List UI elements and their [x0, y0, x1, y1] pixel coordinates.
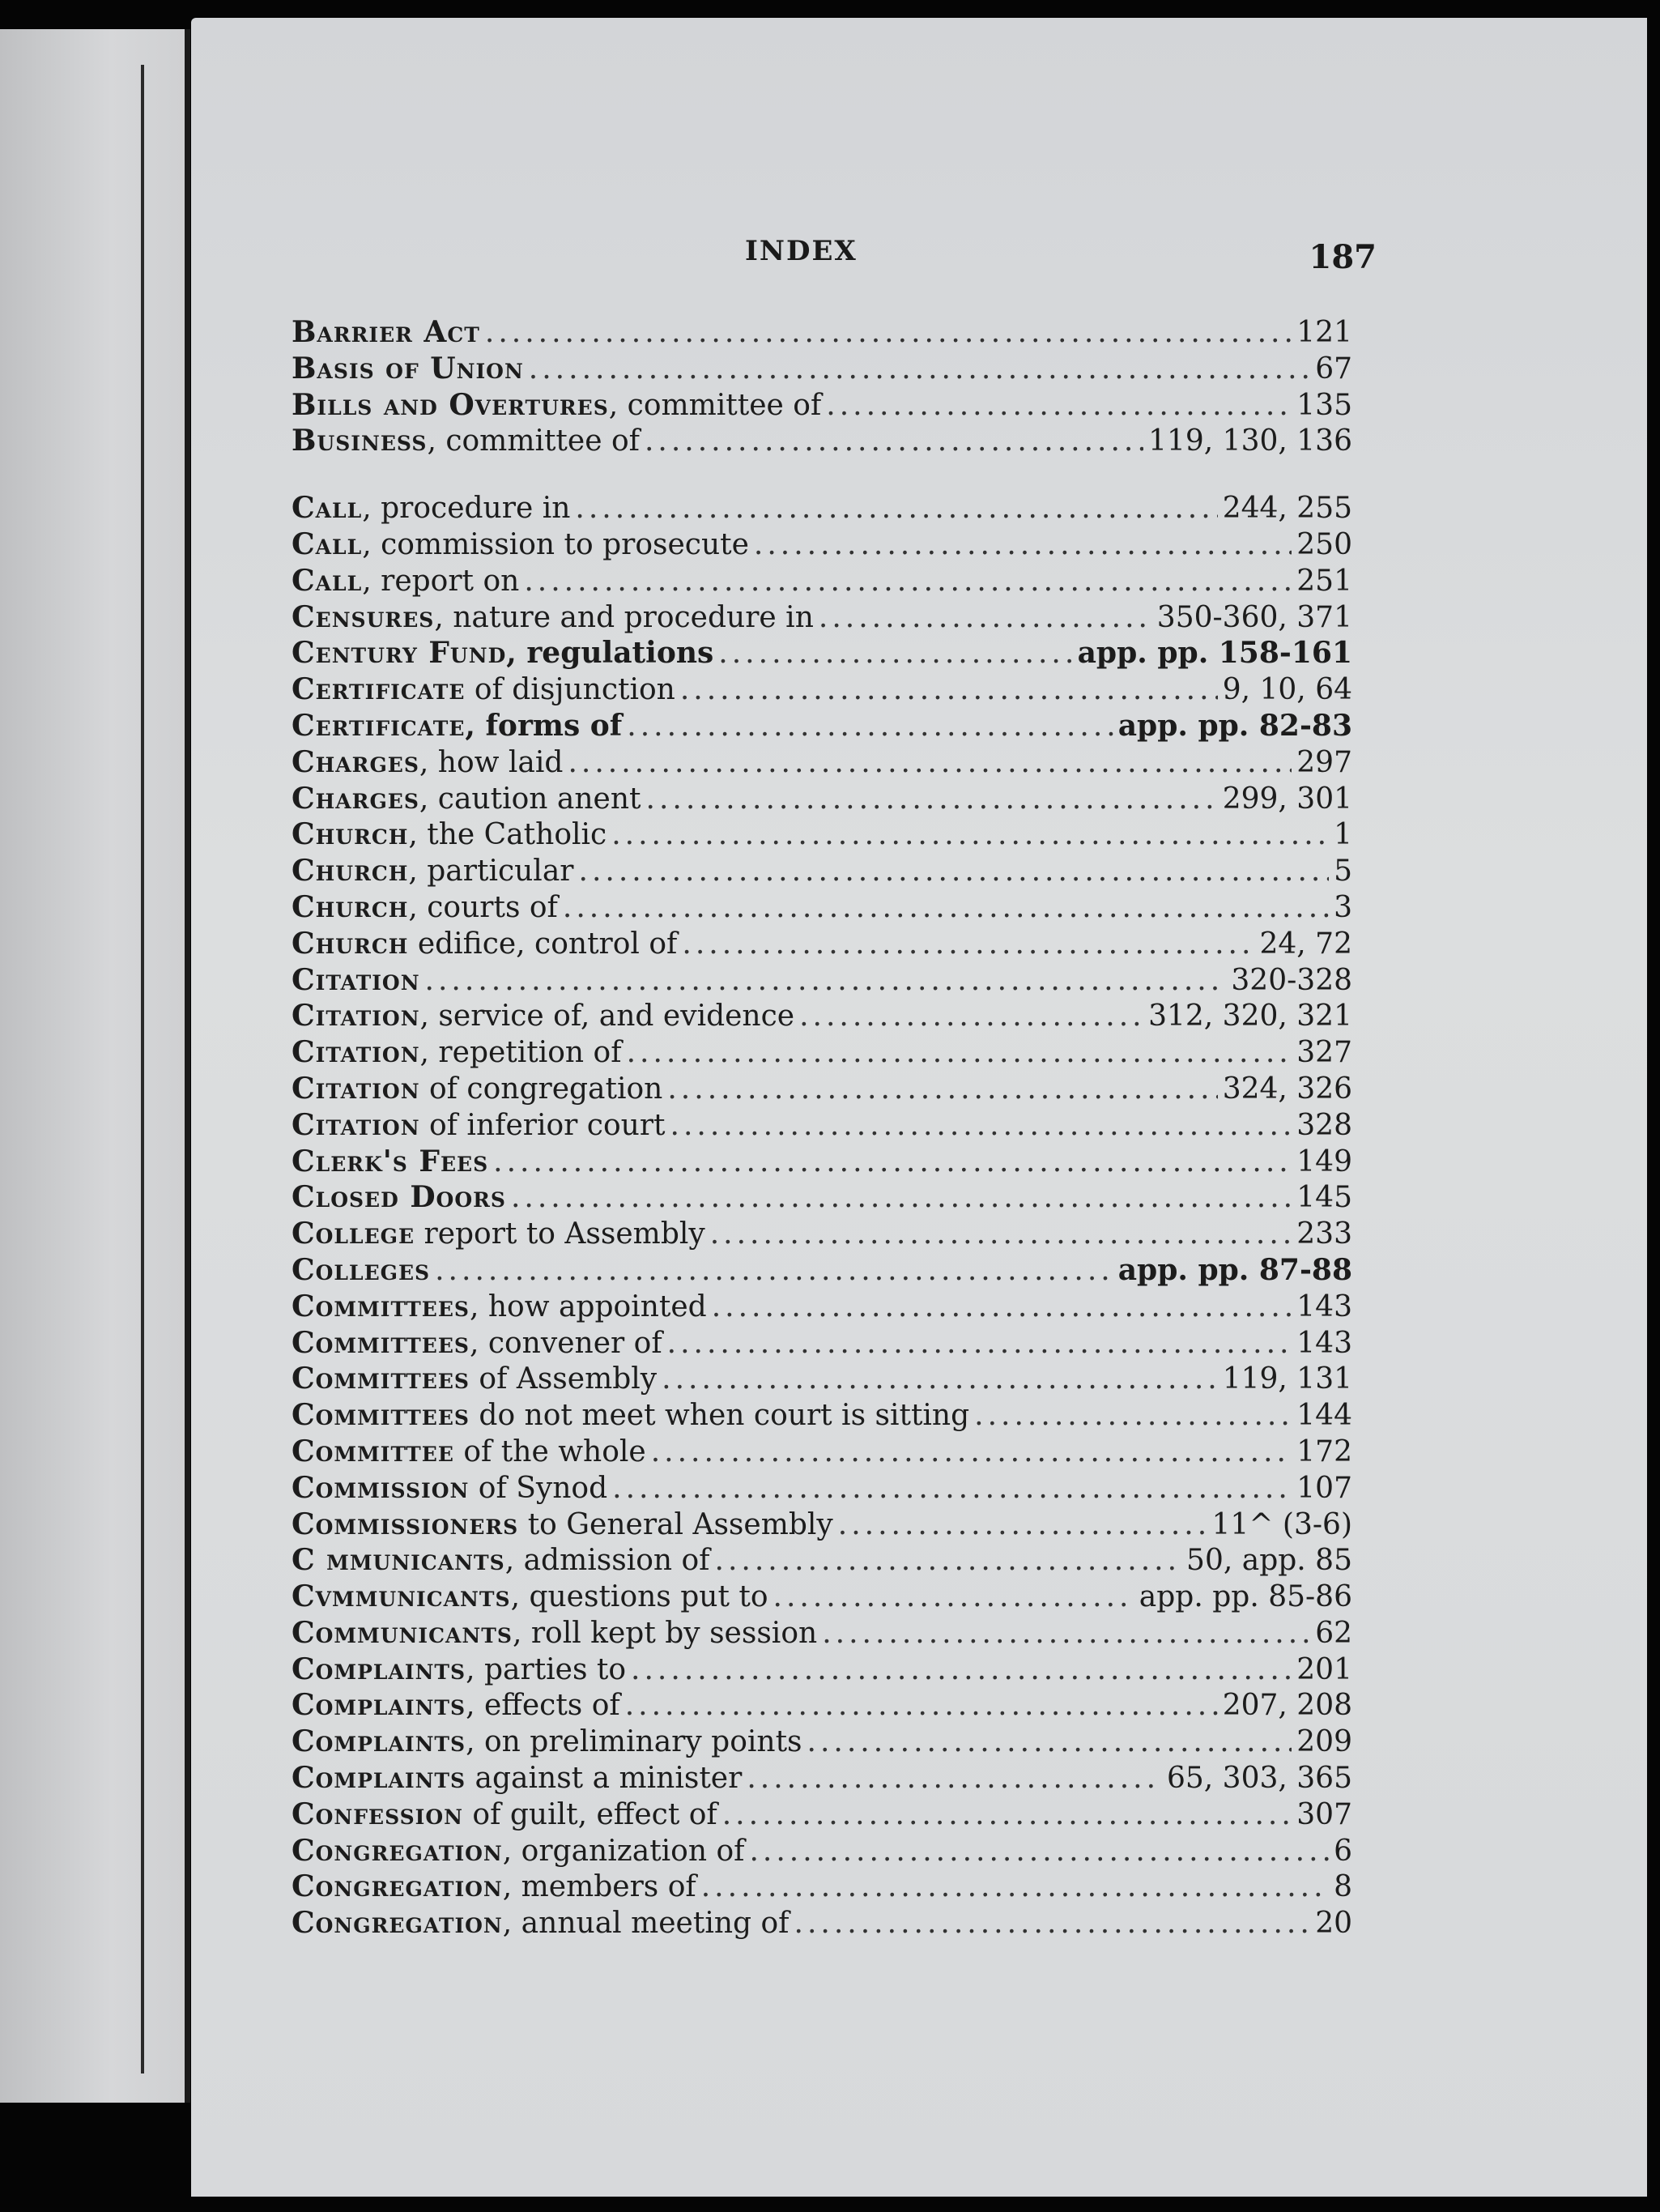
index-entry — [292, 1179, 1352, 1216]
leader-dots — [645, 424, 1143, 459]
entry-term: Congregation — [292, 1833, 503, 1868]
leader-dots — [794, 1906, 1311, 1941]
entry-page-reference: 67 — [1315, 352, 1352, 386]
entry-term: Church — [292, 854, 409, 889]
leader-dots — [568, 745, 1292, 781]
entry-page-reference: 121 — [1296, 316, 1352, 349]
entry-subheading: of the whole — [453, 1434, 646, 1468]
entry-subheading: against a minister — [466, 1762, 743, 1796]
entry-page-reference: 65, 303, 365 — [1166, 1762, 1352, 1796]
left-page-edge — [0, 29, 190, 2103]
entry-page-reference: 8 — [1334, 1870, 1352, 1904]
entry-subheading: of congregation — [419, 1072, 663, 1106]
leader-dots — [625, 1688, 1218, 1724]
index-entry — [292, 1034, 1352, 1071]
entry-subheading: , report on — [362, 564, 520, 598]
leader-dots — [667, 1072, 1217, 1107]
leader-dots — [710, 1217, 1292, 1252]
leader-dots — [722, 1797, 1292, 1833]
entry-term: Complaints — [292, 1652, 466, 1686]
index-entry — [292, 708, 1352, 744]
leader-dots — [718, 636, 1072, 671]
entry-term: Committees — [292, 1398, 470, 1433]
leader-dots — [754, 527, 1292, 563]
entry-page-reference: 11^ (3-6) — [1211, 1507, 1352, 1541]
entry-term: Citation — [292, 1035, 420, 1070]
entry-term: Closed Doors — [292, 1180, 506, 1215]
leader-dots — [701, 1869, 1329, 1905]
index-entry — [292, 1542, 1352, 1579]
entry-page-reference: 320-328 — [1231, 963, 1352, 997]
entry-term: Certificate — [292, 672, 466, 707]
leader-dots — [747, 1761, 1162, 1796]
entry-page-reference: 327 — [1296, 1036, 1352, 1070]
entry-term: Call — [292, 526, 363, 561]
entry-term: Call — [292, 491, 363, 526]
leader-dots — [838, 1507, 1207, 1543]
entry-subheading: , particular — [408, 855, 574, 889]
entry-subheading: , annual meeting of — [502, 1907, 790, 1941]
leader-dots — [511, 1180, 1292, 1216]
index-entry — [292, 889, 1352, 926]
entry-subheading: to General Assembly — [518, 1507, 833, 1541]
entry-term: Committees — [292, 1289, 470, 1323]
entry-term: Basis of Union — [292, 351, 524, 386]
entry-page-reference: 5 — [1334, 855, 1352, 889]
entry-page-reference: 172 — [1296, 1434, 1352, 1468]
leader-dots — [715, 1543, 1182, 1579]
entry-term: Church — [292, 889, 409, 924]
entry-page-reference: 145 — [1296, 1181, 1352, 1215]
entry-term: Committees — [292, 1362, 470, 1396]
entry-page-reference: 62 — [1315, 1616, 1352, 1650]
entry-page-reference: 119, 130, 136 — [1148, 424, 1352, 458]
entry-page-reference: 119, 131 — [1222, 1362, 1352, 1396]
entry-subheading: , convener of — [469, 1326, 662, 1360]
leader-dots — [712, 1289, 1292, 1325]
index-entry — [292, 1687, 1352, 1724]
entry-page-reference: 244, 255 — [1222, 492, 1352, 526]
entry-subheading: , nature and procedure in — [434, 600, 814, 634]
entry-subheading: , committee of — [427, 424, 640, 458]
entry-term: Citation — [292, 999, 420, 1034]
entry-term: Commission — [292, 1470, 470, 1505]
leader-dots — [807, 1724, 1292, 1760]
leader-dots — [646, 782, 1218, 817]
leader-dots — [563, 890, 1329, 926]
entry-subheading: do not meet when court is sitting — [469, 1399, 970, 1433]
entry-page-reference: 144 — [1296, 1399, 1352, 1433]
leader-dots — [611, 817, 1329, 853]
entry-term: Charges — [292, 744, 419, 779]
index-entry — [292, 1361, 1352, 1397]
entry-subheading: , regulations — [506, 636, 714, 671]
index-entry — [292, 635, 1352, 671]
entry-subheading: , procedure in — [362, 492, 571, 526]
entry-page-reference: 149 — [1296, 1144, 1352, 1178]
entry-page-reference: app. pp. 85-86 — [1139, 1580, 1352, 1614]
entry-term: Censures — [292, 599, 435, 634]
index-entry — [292, 1724, 1352, 1760]
index-entry — [292, 1107, 1352, 1144]
entry-term: Call — [292, 563, 363, 598]
entry-subheading: , on preliminary points — [466, 1725, 802, 1759]
entry-term: Bills and Overtures — [292, 387, 609, 422]
entry-subheading: report to Assembly — [415, 1217, 705, 1251]
index-entry — [292, 1216, 1352, 1252]
entry-subheading: , how laid — [419, 745, 564, 779]
entry-subheading: , effects of — [466, 1689, 620, 1723]
leader-dots — [682, 927, 1254, 962]
entry-page-reference: 324, 326 — [1222, 1072, 1352, 1106]
leader-dots — [826, 388, 1292, 424]
entry-subheading: , forms of — [465, 708, 623, 743]
entry-term: Clerk's Fees — [292, 1144, 489, 1178]
entry-page-reference: 3 — [1334, 890, 1352, 924]
entry-page-reference: 1 — [1334, 818, 1352, 852]
entry-term: C mmunicants — [292, 1543, 505, 1578]
entry-subheading: , caution anent — [419, 782, 641, 816]
entry-term: Commissioners — [292, 1507, 519, 1541]
entry-term: Barrier Act — [292, 315, 480, 349]
entry-page-reference: 135 — [1296, 388, 1352, 422]
index-entry — [292, 599, 1352, 636]
entry-term: Committee — [292, 1434, 454, 1468]
leader-dots — [612, 1471, 1292, 1507]
entry-subheading: , repetition of — [419, 1036, 622, 1070]
entry-term: Citation — [292, 962, 420, 997]
index-entry — [292, 1470, 1352, 1507]
entry-subheading: of Synod — [469, 1471, 608, 1505]
leader-dots — [485, 315, 1292, 351]
entry-page-reference: 9, 10, 64 — [1222, 673, 1352, 707]
entry-page-reference: 250 — [1296, 527, 1352, 561]
entry-page-reference: 328 — [1296, 1108, 1352, 1142]
leader-dots — [425, 963, 1227, 999]
entry-subheading: , committee of — [608, 388, 822, 422]
index-entry — [292, 1615, 1352, 1652]
entry-subheading: edifice, control of — [408, 927, 678, 961]
index-entry — [292, 351, 1352, 387]
entry-term: Cvmmunicants — [292, 1579, 511, 1614]
entry-page-reference: 233 — [1296, 1217, 1352, 1251]
entry-term: Certificate — [292, 708, 466, 743]
gutter-line — [141, 65, 144, 2073]
entry-subheading: , roll kept by session — [512, 1616, 818, 1650]
entry-subheading: , members of — [502, 1870, 696, 1904]
entry-page-reference: 143 — [1296, 1326, 1352, 1360]
index-entry — [292, 1071, 1352, 1107]
entry-page-reference: app. pp. 82-83 — [1117, 708, 1352, 743]
entry-subheading: of Assembly — [469, 1362, 658, 1396]
leader-dots — [670, 1108, 1292, 1144]
index-entries — [292, 314, 1352, 1941]
entry-term: Committees — [292, 1325, 470, 1360]
entry-subheading: , organization of — [502, 1834, 745, 1868]
leader-dots — [524, 564, 1292, 599]
entry-term: Colleges — [292, 1252, 431, 1287]
index-entry — [292, 1507, 1352, 1543]
index-entry — [292, 1144, 1352, 1180]
entry-term: Citation — [292, 1107, 420, 1142]
leader-dots — [974, 1398, 1292, 1434]
index-entry — [292, 563, 1352, 599]
index-entry — [292, 816, 1352, 853]
entry-page-reference: 350-360, 371 — [1156, 600, 1352, 634]
entry-term: Church — [292, 926, 409, 961]
entry-subheading: , parties to — [466, 1652, 627, 1686]
index-entry — [292, 1289, 1352, 1325]
page-number: 187 — [1309, 238, 1377, 276]
index-entry — [292, 526, 1352, 563]
entry-page-reference: 143 — [1296, 1289, 1352, 1323]
index-entry — [292, 781, 1352, 817]
leader-dots — [680, 672, 1218, 708]
index-entry — [292, 1833, 1352, 1869]
index-entry — [292, 962, 1352, 999]
index-entry — [292, 387, 1352, 424]
entry-page-reference: 299, 301 — [1222, 782, 1352, 816]
index-entry — [292, 1325, 1352, 1362]
leader-dots — [799, 999, 1143, 1034]
leader-dots — [579, 854, 1330, 889]
entry-subheading: , admission of — [504, 1544, 710, 1578]
entry-page-reference: 209 — [1296, 1725, 1352, 1759]
index-entry — [292, 671, 1352, 708]
entry-term: Confession — [292, 1796, 463, 1831]
entry-subheading: of inferior court — [419, 1108, 666, 1142]
entry-subheading: , how appointed — [469, 1289, 707, 1323]
leader-dots — [631, 1652, 1292, 1688]
entry-term: Citation — [292, 1071, 420, 1106]
entry-term: Charges — [292, 781, 419, 816]
entry-page-reference: 24, 72 — [1259, 927, 1352, 961]
leader-dots — [773, 1579, 1134, 1615]
index-entry — [292, 744, 1352, 781]
leader-dots — [575, 491, 1217, 526]
leader-dots — [667, 1326, 1292, 1362]
index-entry — [292, 1434, 1352, 1470]
entry-page-reference: 50, app. 85 — [1186, 1544, 1352, 1578]
page-header — [348, 235, 1377, 283]
index-entry — [292, 423, 1352, 459]
entry-term: Century Fund — [292, 636, 507, 671]
entry-page-reference: 297 — [1296, 745, 1352, 779]
entry-page-reference: app. pp. 87-88 — [1117, 1252, 1352, 1287]
entry-subheading: , service of, and evidence — [419, 999, 795, 1034]
index-entry — [292, 1796, 1352, 1833]
entry-term: Complaints — [292, 1724, 466, 1759]
index-entry — [292, 1652, 1352, 1688]
entry-page-reference: 201 — [1296, 1652, 1352, 1686]
leader-dots — [435, 1253, 1113, 1289]
entry-page-reference: 20 — [1315, 1907, 1352, 1941]
entry-page-reference: 251 — [1296, 564, 1352, 598]
leader-dots — [749, 1834, 1329, 1869]
index-entry — [292, 1869, 1352, 1905]
entry-term: Business — [292, 424, 428, 458]
entry-subheading: , commission to prosecute — [362, 527, 749, 561]
leader-dots — [529, 352, 1310, 387]
index-entry — [292, 314, 1352, 351]
leader-dots — [627, 1035, 1292, 1071]
leader-dots — [819, 600, 1152, 636]
index-entry — [292, 998, 1352, 1034]
entry-page-reference: 312, 320, 321 — [1148, 999, 1352, 1034]
entry-subheading: of guilt, effect of — [462, 1797, 717, 1831]
entry-page-reference: app. pp. 158-161 — [1077, 636, 1352, 671]
index-entry — [292, 1397, 1352, 1434]
leader-dots — [822, 1616, 1310, 1652]
entry-term: Complaints — [292, 1761, 466, 1796]
entry-page-reference: 307 — [1296, 1797, 1352, 1831]
leader-dots — [651, 1434, 1292, 1470]
index-entry — [292, 490, 1352, 526]
index-entry — [292, 1905, 1352, 1941]
index-entry — [292, 926, 1352, 962]
page-title: INDEX — [745, 235, 858, 267]
entry-term: Church — [292, 817, 409, 852]
leader-dots — [493, 1144, 1292, 1180]
entry-page-reference: 107 — [1296, 1471, 1352, 1505]
entry-term: Congregation — [292, 1906, 503, 1941]
entry-term: Communicants — [292, 1615, 513, 1650]
entry-page-reference: 207, 208 — [1222, 1689, 1352, 1723]
leader-dots — [627, 709, 1113, 744]
entry-term: Congregation — [292, 1869, 503, 1904]
leader-dots — [662, 1362, 1218, 1397]
index-entry — [292, 1579, 1352, 1615]
index-entry — [292, 853, 1352, 889]
entry-subheading: , courts of — [408, 890, 558, 924]
entry-term: College — [292, 1217, 415, 1251]
entry-subheading: , questions put to — [510, 1580, 768, 1614]
entry-page-reference: 6 — [1334, 1834, 1352, 1868]
index-entry — [292, 1252, 1352, 1289]
index-entry — [292, 1760, 1352, 1796]
entry-subheading: , the Catholic — [408, 818, 607, 852]
entry-term: Complaints — [292, 1688, 466, 1723]
entry-subheading: of disjunction — [465, 673, 675, 707]
